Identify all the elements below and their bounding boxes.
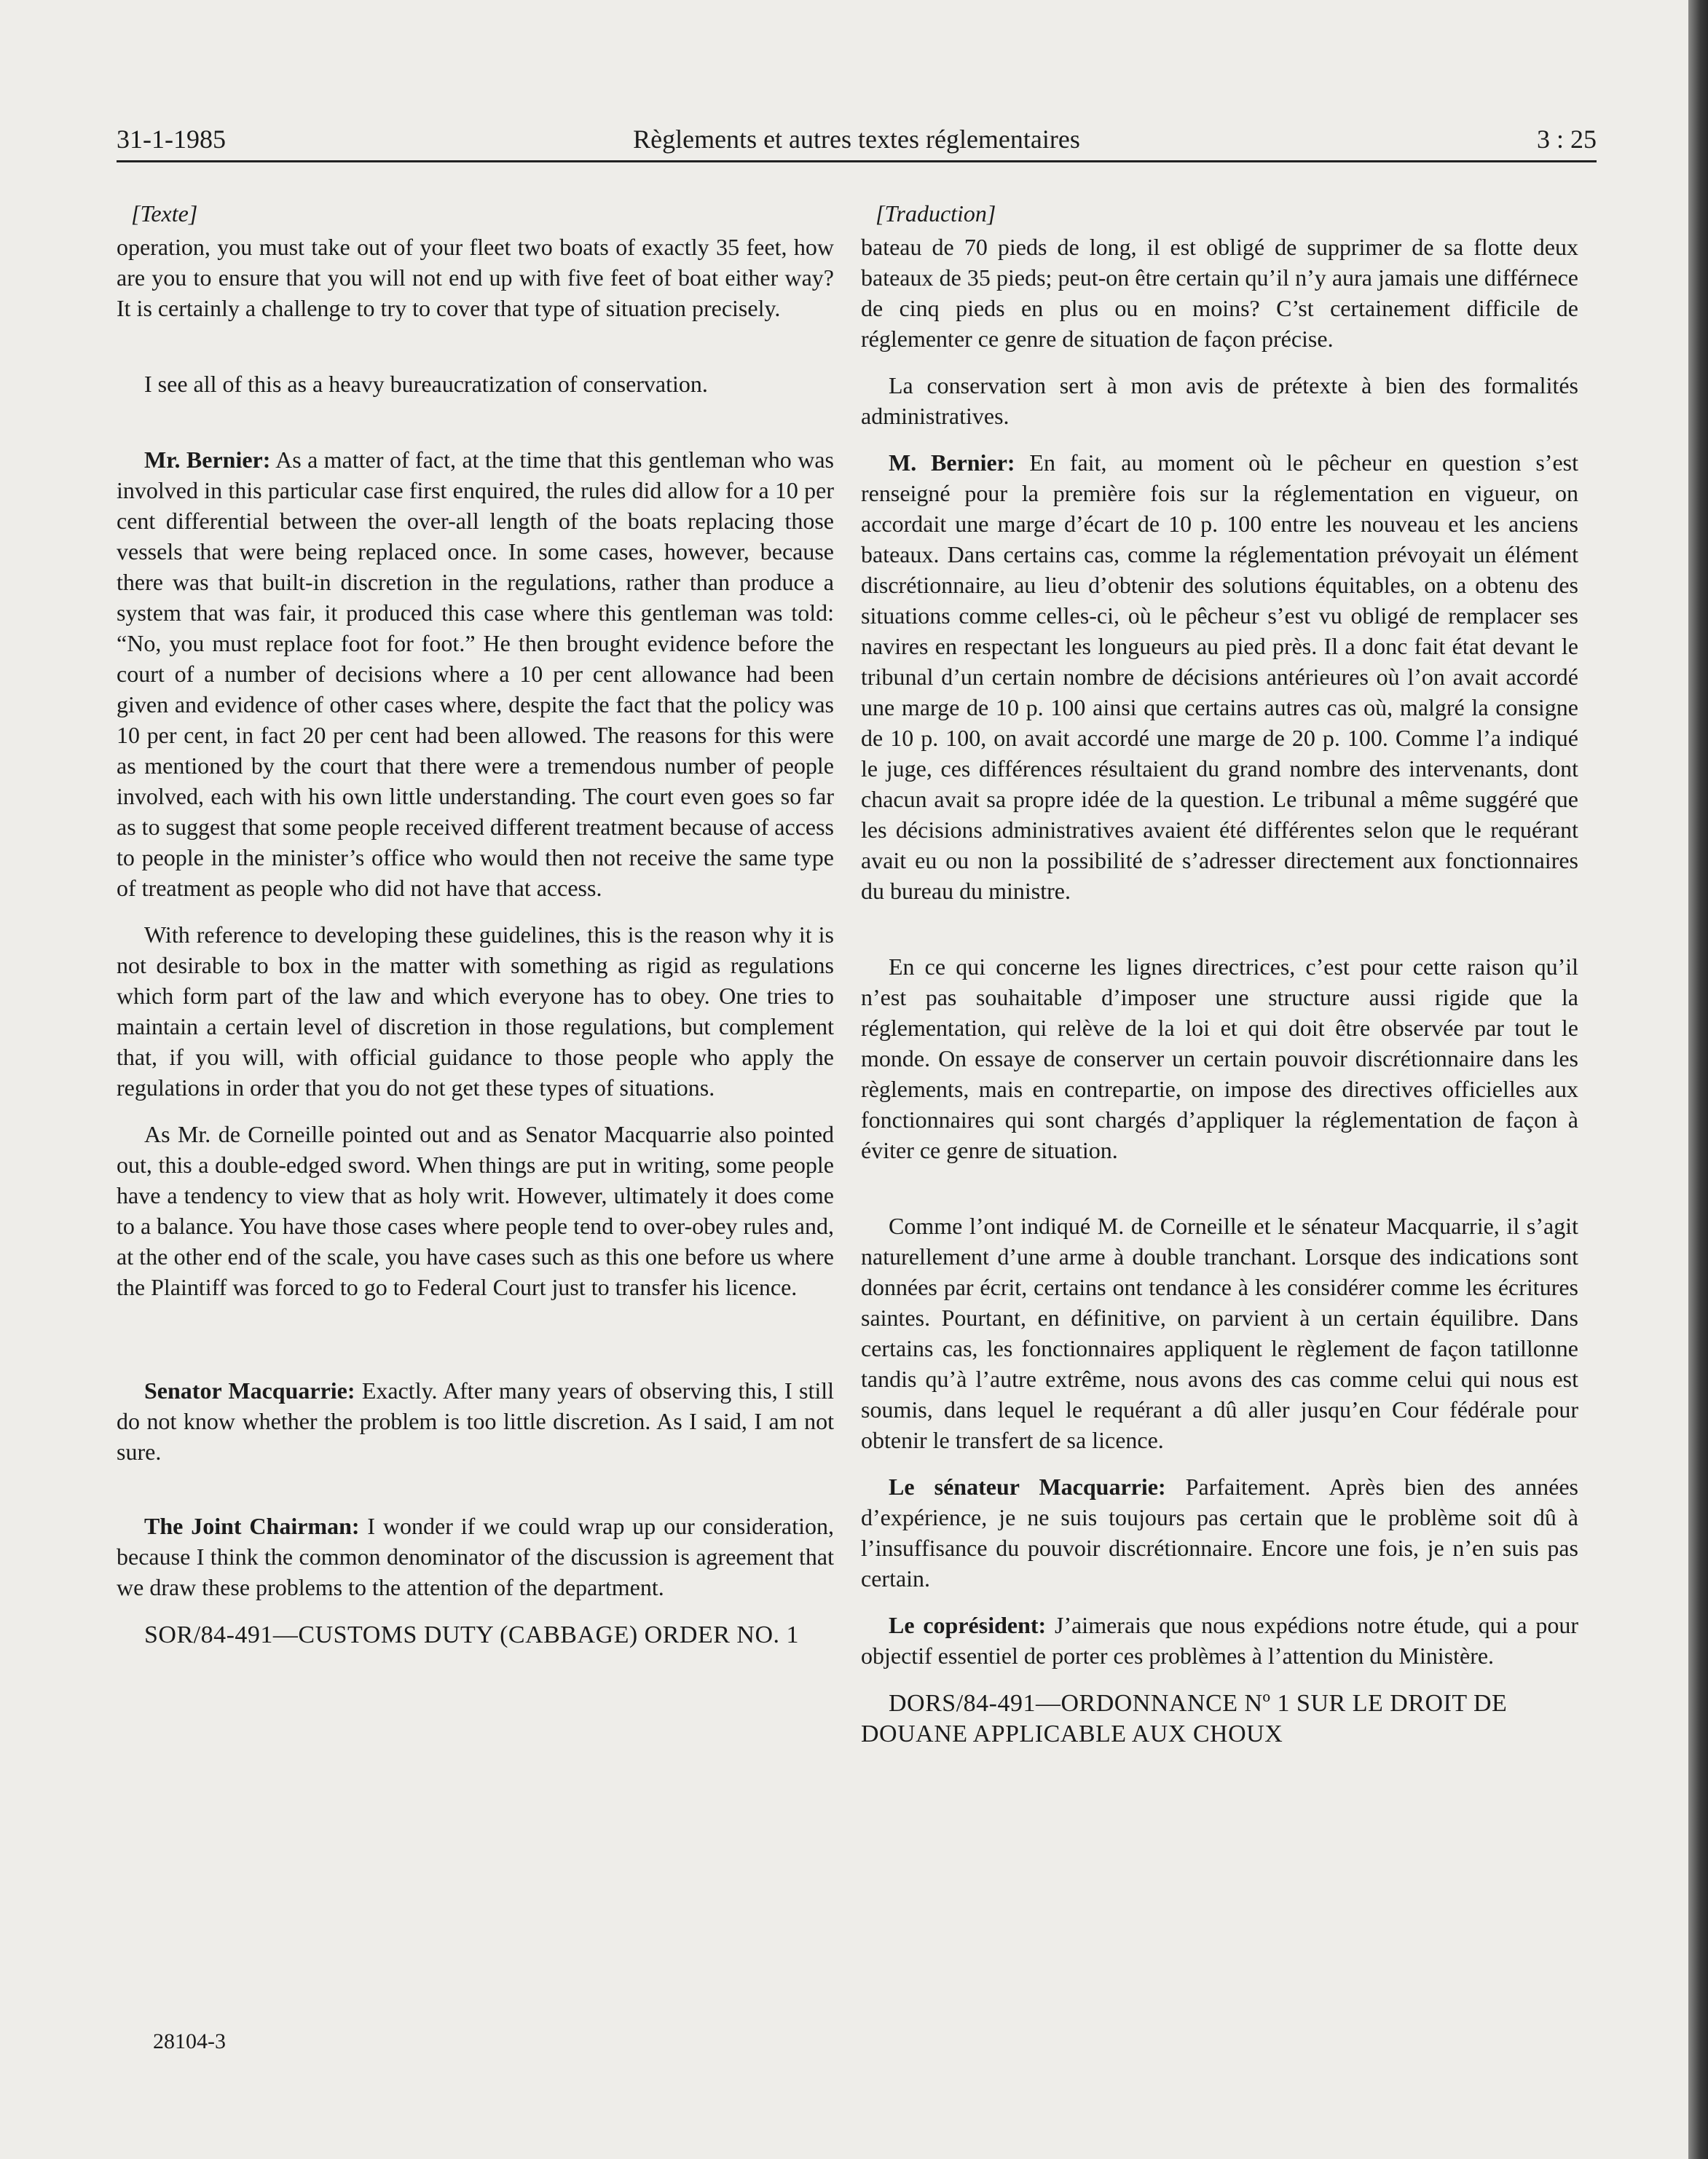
speaker-paragraph	[861, 447, 1578, 906]
speaker-paragraph	[117, 1375, 834, 1467]
speech-text: I wonder if we could wrap up our consideration, because I think the common denominator of the discussion is agreement that we draw these problems to the attention of the department.	[117, 1513, 835, 1600]
speaker-paragraph	[861, 1471, 1578, 1594]
speaker-name: M. Bernier:	[889, 449, 1015, 476]
speaker-paragraph	[861, 1610, 1578, 1671]
speaker-name: Le coprésident:	[889, 1612, 1047, 1638]
paragraph: Comme l’ont indiqué M. de Corneille et le sénateur Macquarrie, il s’agit naturellement d’une arme à double tranchant. Lorsque des indications sont données par écrit, certains ont tendance à les considérer comme les écritures saintes. Pourtant, en définitive, on parvient à un certain équilibre. Dans certains cas, les fonctionnaires appliquent le règlement de façon tatillonne tandis qu’à l’autre extrême, nous avons des cas comme celui qui nous est soumis, dans lequel le requérant a dû aller jusqu’en Cour fédérale pour obtenir le transfert de sa licence.	[861, 1213, 1578, 1453]
header-page-number: 3 : 25	[1536, 125, 1597, 154]
paragraph: operation, you must take out of your fleet two boats of exactly 35 feet, how are you to ensure that you will not end up with five feet of boat either way? It is certainly a challenge to try to cover that type of situation precisely.	[117, 234, 834, 321]
text-tag: [Texte]	[131, 200, 198, 227]
header-rule	[117, 160, 1597, 162]
paragraph: As Mr. de Corneille pointed out and as Senator Macquarrie also pointed out, this a double-edged sword. When things are put in writing, some people have a tendency to view that as holy writ. However, ultimately it does come to a balance. You have those cases where people tend to over-obey rules and, at the other end of the scale, you have cases such as this one before us where the Plaintiff was forced to go to Federal Court just to transfer his licence.	[117, 1121, 834, 1300]
print-code: 28104-3	[153, 2029, 226, 2053]
header-title: Règlements et autres textes réglementaires	[633, 125, 1080, 154]
speaker-paragraph	[117, 1511, 834, 1602]
paragraph: With reference to developing these guidelines, this is the reason why it is not desirable to box in the matter with something as rigid as regulations which form part of the law and which everyone has to obey. One tries to maintain a certain level of discretion in those regulations, but complement that, if you will, with official guidance to those people who apply the regulations in order that you do not get these types of situations.	[117, 921, 834, 1101]
paragraph: I see all of this as a heavy bureaucratization of conservation.	[144, 371, 708, 397]
section-heading: SOR/84-491—CUSTOMS DUTY (CABBAGE) ORDER NO. 1	[144, 1621, 800, 1648]
paragraph: La conservation sert à mon avis de prétexte à bien des formalités administratives.	[861, 372, 1578, 429]
speech-text: Exactly. After many years of observing this, I still do not know whether the problem is too little discretion. As I said, I am not sure.	[117, 1377, 835, 1465]
speech-text: En fait, au moment où le pêcheur en question s’est renseigné pour la première fois sur la réglementation en vigueur, on accordait une marge d’écart de 10 p. 100 entre les nouveau et les anciens bateaux. Dans certains cas, comme la réglementation prévoyait un élément discrétionnaire, au lieu d’obtenir des solutions équitables, on a obtenu des situations comme celles-ci, où le pêcheur s’est vu obligé de remplacer ses navires en respectant les longueurs au pied près. Il a donc fait état devant le tribunal d’un certain nombre de décisions antérieures où l’on avait accordé une marge de 10 p. 100 ainsi que certains autres cas où, malgré la consigne de 10 p. 100, on avait accordé une marge de 20 p. 100. Comme l’a indiqué le juge, ces différences résultaient du grand nombre des intervenants, dont chacun avait sa propre idée de la question. Le tribunal a même suggéré que les décisions administratives avaient été différentes selon que le requérant avait eu ou non la possibilité de s’adresser directement aux fonctionnaires du bureau du ministre.	[861, 449, 1579, 904]
speaker-name: Senator Macquarrie:	[144, 1377, 355, 1404]
translation-tag: [Traduction]	[875, 200, 996, 227]
speaker-paragraph	[117, 444, 834, 903]
paragraph: bateau de 70 pieds de long, il est obligé de supprimer de sa flotte deux bateaux de 35 pieds; peut-on être certain qu’il n’y aura jamais une différnece de cinq pieds en plus ou en moins? C’st certainement difficile de réglementer ce genre de situation de façon précise.	[861, 234, 1578, 352]
header-date: 31-1-1985	[117, 125, 226, 154]
paragraph: En ce qui concerne les lignes directrices, c’est pour cette raison qu’il n’est pas souhaitable d’imposer une structure aussi rigide que la réglementation, qui relève de la loi et qui doit être observée par tout le monde. On essaye de conserver un certain pouvoir discrétionnaire dans les règlements, mais en contrepartie, on impose des directives officielles aux fonctionnaires qui sont chargés d’appliquer la réglementation de façon à éviter ce genre de situation.	[861, 953, 1578, 1163]
speaker-name: The Joint Chairman:	[144, 1513, 360, 1539]
speech-text: As a matter of fact, at the time that this gentleman who was involved in this particular case first enquired, the rules did allow for a 10 per cent differential between the over-all length of the boats replacing those vessels that were being replaced once. In some cases, however, because there was that built-in discretion in the regulations, rather than produce a system that was fair, it produced this case where this gentleman was told: “No, you must replace foot for foot.” He then brought evidence before the court of a number of decisions where a 10 per cent allowance had been given and evidence of other cases where, despite the fact that the policy was 10 per cent, in fact 20 per cent had been allowed. The reasons for this were as mentioned by the court that there were a tremendous number of people involved, each with his own little understanding. The court even goes so far as to suggest that some people received different treatment because of access to people in the minister’s office who would then not receive the same type of treatment as people who did not have that access.	[117, 447, 835, 901]
english-column	[117, 198, 834, 1651]
speech-text: J’aimerais que nous expédions notre étude, qui a pour objectif essentiel de porter ces problèmes à l’attention du Ministère.	[861, 1612, 1579, 1669]
speech-text: Parfaitement. Après bien des années d’expérience, je ne suis toujours pas certain que le problème soit dû à l’insuffisance du pouvoir discrétionnaire. Encore une fois, je n’en suis pas certain.	[861, 1474, 1579, 1592]
speaker-name: Mr. Bernier:	[144, 447, 271, 473]
section-heading: DORS/84-491—ORDONNANCE Nº 1 SUR LE DROIT DE DOUANE APPLICABLE AUX CHOUX	[861, 1690, 1508, 1747]
scan-edge	[1688, 0, 1708, 2159]
french-column	[861, 198, 1578, 1750]
speaker-name: Le sénateur Macquarrie:	[889, 1474, 1166, 1500]
page-header	[117, 124, 1597, 160]
